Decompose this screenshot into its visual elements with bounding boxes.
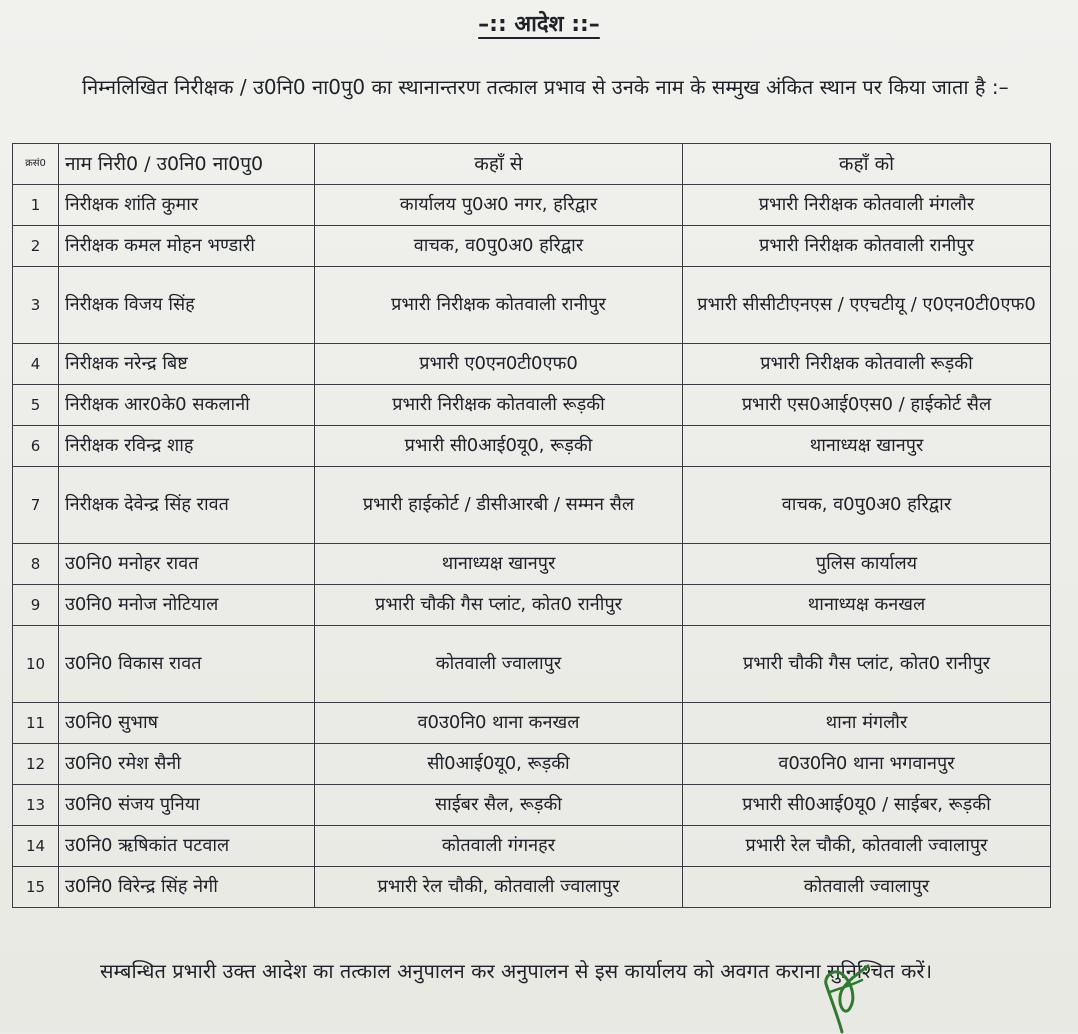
cell-from: प्रभारी चौकी गैस प्लांट, कोत0 रानीपुर xyxy=(315,585,683,626)
table-row xyxy=(13,467,1051,544)
cell-name: निरीक्षक विजय सिंह xyxy=(59,267,315,344)
cell-sr: 12 xyxy=(13,744,59,785)
cell-sr: 3 xyxy=(13,267,59,344)
table-row xyxy=(13,585,1051,626)
cell-sr: 10 xyxy=(13,626,59,703)
cell-from: प्रभारी सी0आई0यू0, रूड़की xyxy=(315,426,683,467)
cell-to: थाना मंगलौर xyxy=(683,703,1051,744)
cell-sr: 4 xyxy=(13,344,59,385)
cell-from: कार्यालय पु0अ0 नगर, हरिद्वार xyxy=(315,185,683,226)
table-row xyxy=(13,267,1051,344)
table-row xyxy=(13,785,1051,826)
cell-sr: 1 xyxy=(13,185,59,226)
table-row xyxy=(13,426,1051,467)
cell-to: पुलिस कार्यालय xyxy=(683,544,1051,585)
cell-from: प्रभारी ए0एन0टी0एफ0 xyxy=(315,344,683,385)
table-row xyxy=(13,744,1051,785)
cell-to: प्रभारी निरीक्षक कोतवाली मंगलौर xyxy=(683,185,1051,226)
cell-name: निरीक्षक शांति कुमार xyxy=(59,185,315,226)
table-row xyxy=(13,626,1051,703)
cell-sr: 5 xyxy=(13,385,59,426)
cell-sr: 15 xyxy=(13,867,59,908)
cell-name: निरीक्षक नरेन्द्र बिष्ट xyxy=(59,344,315,385)
cell-from: व0उ0नि0 थाना कनखल xyxy=(315,703,683,744)
cell-from: थानाध्यक्ष खानपुर xyxy=(315,544,683,585)
cell-from: कोतवाली ज्वालापुर xyxy=(315,626,683,703)
cell-to: प्रभारी सीसीटीएनएस / एएचटीयू / ए0एन0टी0एफ0 xyxy=(683,267,1051,344)
cell-from: प्रभारी हाईकोर्ट / डीसीआरबी / सम्मन सैल xyxy=(315,467,683,544)
cell-sr: 11 xyxy=(13,703,59,744)
cell-sr: 2 xyxy=(13,226,59,267)
cell-name: उ0नि0 मनोज नोटियाल xyxy=(59,585,315,626)
cell-sr: 13 xyxy=(13,785,59,826)
transfer-table xyxy=(12,143,1051,908)
table-row xyxy=(13,385,1051,426)
intro-paragraph: निम्नलिखित निरीक्षक / उ0नि0 ना0पु0 का स्थानान्तरण तत्काल प्रभाव से उनके नाम के सम्मुख अंकित स्थान पर किया जाता है :– xyxy=(82,75,1009,99)
cell-name: उ0नि0 ऋषिकांत पटवाल xyxy=(59,826,315,867)
cell-name: निरीक्षक कमल मोहन भण्डारी xyxy=(59,226,315,267)
cell-from: प्रभारी निरीक्षक कोतवाली रूड़की xyxy=(315,385,683,426)
cell-from: वाचक, व0पु0अ0 हरिद्वार xyxy=(315,226,683,267)
cell-sr: 9 xyxy=(13,585,59,626)
header-from: कहाँ से xyxy=(315,144,683,185)
table-row xyxy=(13,867,1051,908)
table-row xyxy=(13,344,1051,385)
cell-from: कोतवाली गंगनहर xyxy=(315,826,683,867)
cell-name: उ0नि0 विरेन्द्र सिंह नेगी xyxy=(59,867,315,908)
table-header-row xyxy=(13,144,1051,185)
cell-to: प्रभारी एस0आई0एस0 / हाईकोर्ट सैल xyxy=(683,385,1051,426)
table-row xyxy=(13,226,1051,267)
table-row xyxy=(13,826,1051,867)
table-row xyxy=(13,185,1051,226)
cell-from: प्रभारी रेल चौकी, कोतवाली ज्वालापुर xyxy=(315,867,683,908)
cell-from: प्रभारी निरीक्षक कोतवाली रानीपुर xyxy=(315,267,683,344)
order-heading: –:: आदेश ::– xyxy=(478,12,600,37)
cell-from: साईबर सैल, रूड़की xyxy=(315,785,683,826)
cell-to: प्रभारी रेल चौकी, कोतवाली ज्वालापुर xyxy=(683,826,1051,867)
cell-to: प्रभारी सी0आई0यू0 / साईबर, रूड़की xyxy=(683,785,1051,826)
header-sr: क्रसं0 xyxy=(13,144,59,185)
cell-to: वाचक, व0पु0अ0 हरिद्वार xyxy=(683,467,1051,544)
cell-to: थानाध्यक्ष कनखल xyxy=(683,585,1051,626)
cell-to: प्रभारी निरीक्षक कोतवाली रानीपुर xyxy=(683,226,1051,267)
cell-name: निरीक्षक देवेन्द्र सिंह रावत xyxy=(59,467,315,544)
cell-to: व0उ0नि0 थाना भगवानपुर xyxy=(683,744,1051,785)
header-to: कहाँ को xyxy=(683,144,1051,185)
table-row xyxy=(13,703,1051,744)
cell-name: उ0नि0 संजय पुनिया xyxy=(59,785,315,826)
cell-name: उ0नि0 मनोहर रावत xyxy=(59,544,315,585)
cell-name: उ0नि0 विकास रावत xyxy=(59,626,315,703)
cell-name: उ0नि0 रमेश सैनी xyxy=(59,744,315,785)
table-row xyxy=(13,544,1051,585)
closing-paragraph: सम्बन्धित प्रभारी उक्त आदेश का तत्काल अनुपालन कर अनुपालन से इस कार्यालय को अवगत कराना सुनिश्चित करें। xyxy=(100,959,933,983)
cell-sr: 6 xyxy=(13,426,59,467)
cell-name: निरीक्षक रविन्द्र शाह xyxy=(59,426,315,467)
cell-to: प्रभारी निरीक्षक कोतवाली रूड़की xyxy=(683,344,1051,385)
cell-to: प्रभारी चौकी गैस प्लांट, कोत0 रानीपुर xyxy=(683,626,1051,703)
cell-to: कोतवाली ज्वालापुर xyxy=(683,867,1051,908)
header-name: नाम निरी0 / उ0नि0 ना0पु0 xyxy=(59,144,315,185)
cell-sr: 8 xyxy=(13,544,59,585)
cell-to: थानाध्यक्ष खानपुर xyxy=(683,426,1051,467)
cell-name: निरीक्षक आर0के0 सकलानी xyxy=(59,385,315,426)
cell-name: उ0नि0 सुभाष xyxy=(59,703,315,744)
cell-from: सी0आई0यू0, रूड़की xyxy=(315,744,683,785)
signature-mark xyxy=(812,962,872,1034)
cell-sr: 7 xyxy=(13,467,59,544)
cell-sr: 14 xyxy=(13,826,59,867)
